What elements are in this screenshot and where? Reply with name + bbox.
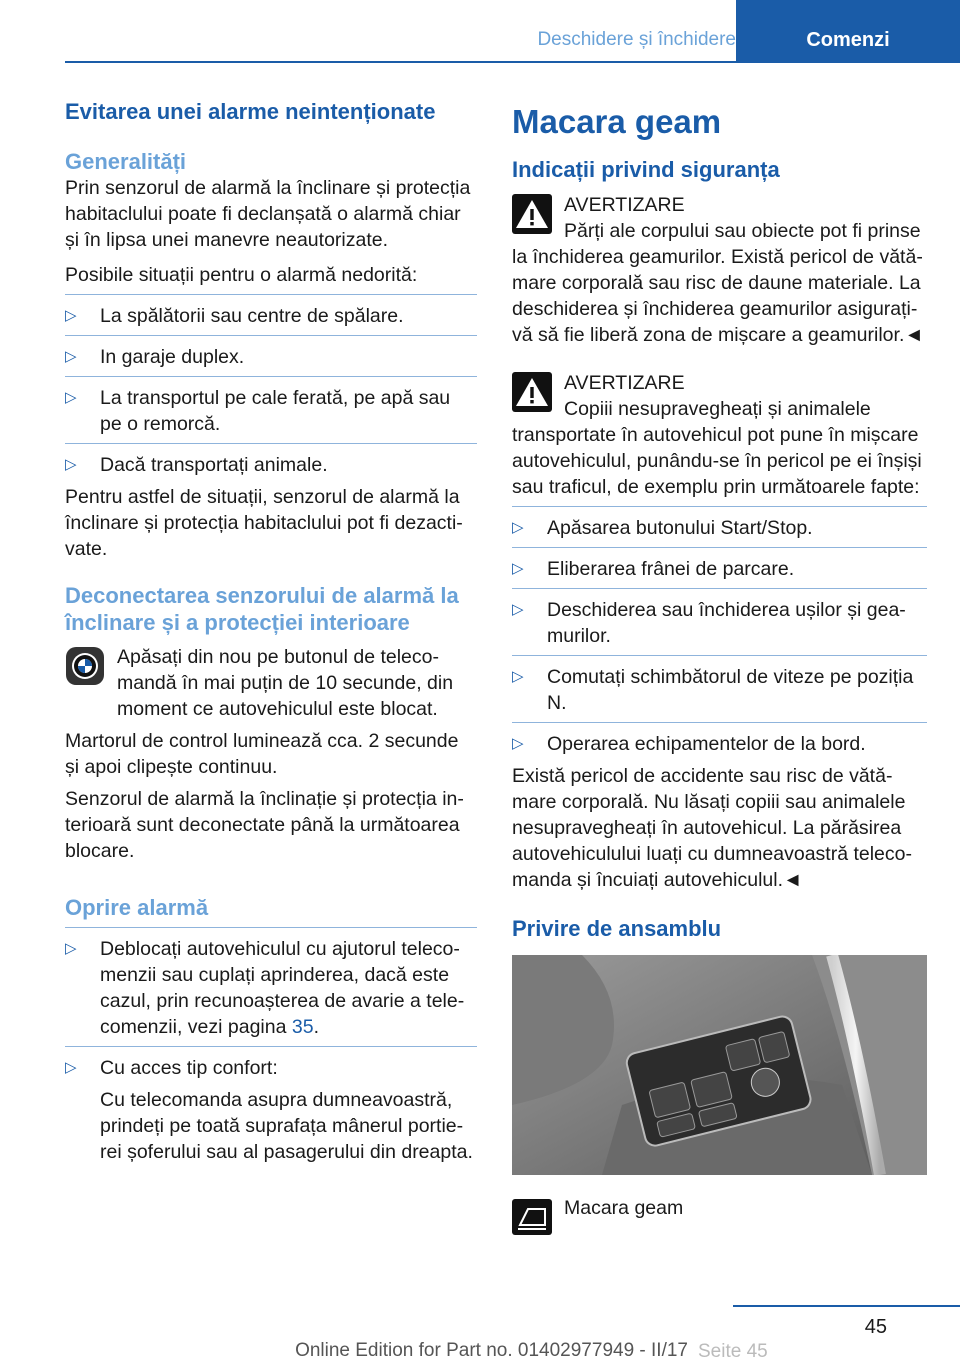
paragraph: Pentru astfel de situații, senzorul de alarmă la înclinare și protecția habitaclului pot fi dezactivate. <box>65 486 463 560</box>
footer-rule <box>733 1305 960 1307</box>
page-number: 45 <box>864 1316 887 1338</box>
paragraph: Există pericol de accidente sau risc de vătămare corporală. Nu lăsați copiii sau animalele nesupravegheați în autovehicul. La părăsirea autovehiculului luați cu dumneavoastră telecomanda și încuiați autovehiculul.◄ <box>512 765 912 891</box>
warning-icon <box>512 194 552 234</box>
warning-text: Copiii nesupravegheați și animalele transportate în autovehicul pot pune în mișcare autovehiculul, punându-se în pericol pe ei înșiși sau traficul, de exemplu prin următoarele fapte: <box>512 398 922 498</box>
warning-title: AVERTIZARE <box>564 372 685 394</box>
header-rule <box>65 61 960 63</box>
bullet-arrow-icon: ▷ <box>65 389 77 406</box>
bullet-arrow-icon: ▷ <box>512 601 524 618</box>
window-lift-label: Macara geam <box>564 1197 684 1219</box>
divider <box>512 588 927 589</box>
heading-stop-alarm: Oprire alarmă <box>65 895 209 920</box>
divider <box>512 547 927 548</box>
divider <box>65 294 477 295</box>
heading-disconnect: Deconectarea senzorului de alarmă la înclinare și a protecției interioare <box>65 583 459 635</box>
right-column <box>512 100 927 1221</box>
paragraph: Apăsați din nou pe butonul de telecomandă în mai puțin de 10 secunde, din moment ce autovehiculul este blocat. <box>117 646 454 720</box>
bullet-arrow-icon: ▷ <box>65 940 77 957</box>
bullet-arrow-icon: ▷ <box>512 668 524 685</box>
edition-note: Online Edition for Part no. 01402977949 - II/17 <box>295 1340 688 1361</box>
window-lift-icon <box>512 1199 552 1235</box>
warning-box <box>512 370 927 500</box>
paragraph: Martorul de control luminează cca. 2 secunde și apoi clipește continuu. <box>65 730 459 778</box>
bullet-arrow-icon: ▷ <box>65 307 77 324</box>
bullet-arrow-icon: ▷ <box>512 735 524 752</box>
heading-window-lift: Macara geam <box>512 103 722 140</box>
warning-text: Părți ale corpului sau obiecte pot fi prinse la închiderea geamurilor. Există pericol de vătămare corporală sau risc de daune materiale. La deschiderea și închiderea geamurilor asigurați-vă să fie liberă zona de mișcare a geamurilor.◄ <box>512 220 924 346</box>
stop-alarm-list <box>65 936 477 1165</box>
remote-instruction <box>65 644 477 722</box>
paragraph: Prin senzorul de alarmă la înclinare și protecția habitaclului poate fi declanșată o alarmă chiar și în lipsa unei manevre neautorizate. <box>65 177 471 251</box>
divider <box>65 335 477 336</box>
warning-title: AVERTIZARE <box>564 194 685 216</box>
page-link[interactable]: 35 <box>291 1016 314 1038</box>
danger-list <box>512 515 927 757</box>
list-item: ▷ Deschiderea sau închiderea ușilor și geamurilor. <box>512 599 906 647</box>
heading-safety: Indicații privind siguranța <box>512 157 780 182</box>
list-item: ▷ Eliberarea frânei de parcare. <box>512 558 795 580</box>
warning-box <box>512 192 927 348</box>
chapter-tab[interactable]: Comenzi <box>736 0 960 62</box>
left-column <box>65 98 477 1165</box>
divider <box>512 655 927 656</box>
divider <box>65 927 477 928</box>
section-title: Deschidere și închidere <box>537 29 736 50</box>
bmw-key-icon <box>65 646 105 686</box>
list-item: ▷ In garaje duplex. <box>65 346 245 368</box>
bullet-arrow-icon: ▷ <box>65 348 77 365</box>
warning-icon <box>512 372 552 412</box>
bullet-arrow-icon: ▷ <box>65 456 77 473</box>
bullet-arrow-icon: ▷ <box>512 519 524 536</box>
heading-overview: Privire de ansamblu <box>512 916 722 941</box>
divider <box>65 376 477 377</box>
list-item: ▷ Operarea echipamentelor de la bord. <box>512 733 866 755</box>
list-item: ▷ Comutați schimbătorul de viteze pe poziția N. <box>512 666 914 714</box>
window-lift-legend <box>512 1195 927 1221</box>
list-item: ▷ Deblocați autovehiculul cu ajutorul telecomenzii sau cuplați aprinderea, dacă este cazul, prin recunoașterea de avarie a telecomenzii, vezi pagina 35. <box>65 938 465 1038</box>
list-item: ▷ Apăsarea butonului Start/Stop. <box>512 517 813 539</box>
list-item: ▷ La spălătorii sau centre de spălare. <box>65 305 404 327</box>
situation-list <box>65 303 477 478</box>
list-item: ▷ Cu acces tip confort: Cu telecomanda asupra dumneavoastră, prindeți pe toată suprafața mânerul portierei șoferului sau al pasagerului din dreapta. <box>65 1055 477 1165</box>
list-item: ▷ Dacă transportați animale. <box>65 454 328 476</box>
heading-general: Generalități <box>65 149 187 174</box>
bullet-arrow-icon: ▷ <box>65 1059 77 1076</box>
divider <box>65 443 477 444</box>
divider <box>512 506 927 507</box>
divider <box>512 722 927 723</box>
list-item: ▷ La transportul pe cale ferată, pe apă sau pe o remorcă. <box>65 387 451 435</box>
watermark: Seite 45 <box>698 1341 768 1362</box>
paragraph: Cu telecomanda asupra dumneavoastră, prindeți pe toată suprafața mânerul portierei șoferului sau al pasagerului din dreapta. <box>100 1089 473 1163</box>
paragraph: Senzorul de alarmă la înclinație și protecția interioară sunt deconectate până la următoarea blocare. <box>65 788 464 862</box>
bullet-arrow-icon: ▷ <box>512 560 524 577</box>
divider <box>65 1046 477 1047</box>
heading-avoid-alarm: Evitarea unei alarme neintenționate <box>65 99 436 124</box>
window-switch-photo <box>512 955 927 1175</box>
paragraph: Posibile situații pentru o alarmă nedorită: <box>65 264 418 286</box>
